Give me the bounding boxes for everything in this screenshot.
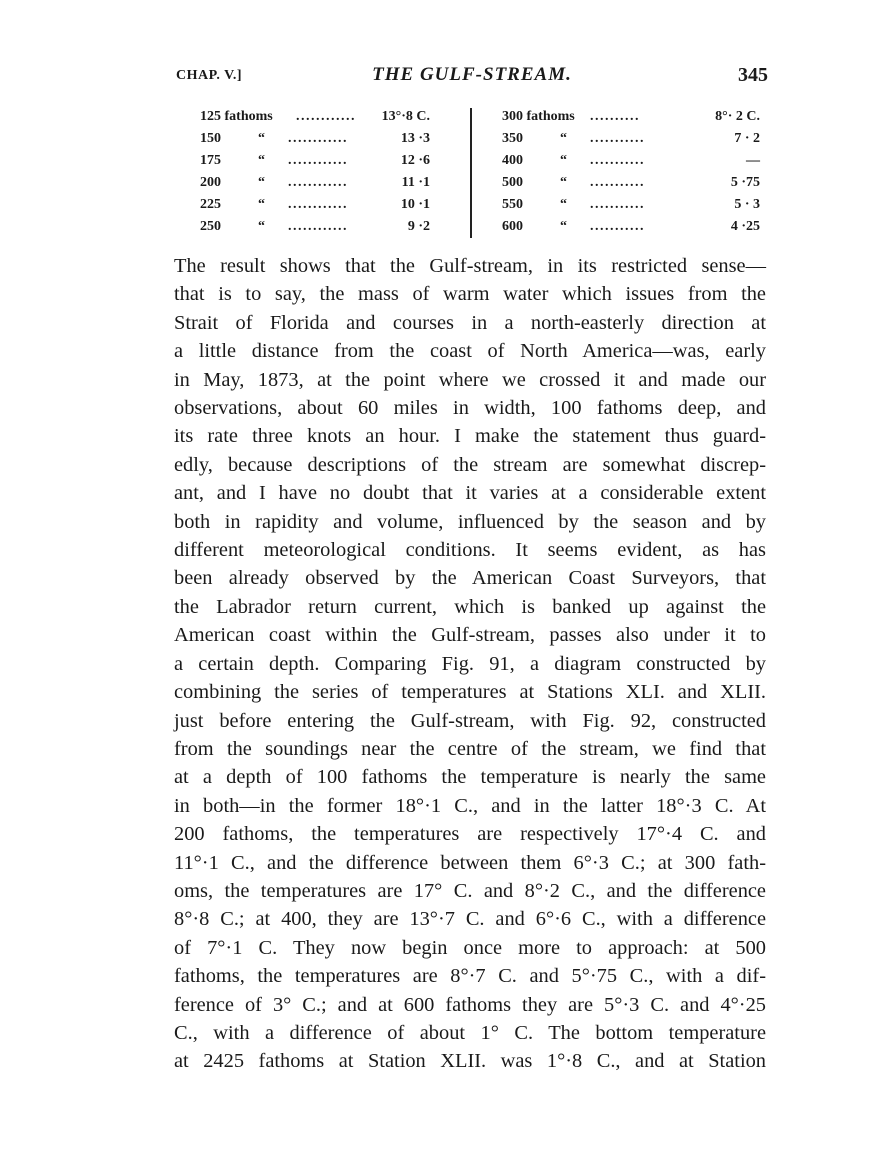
leader-dots: .......... — [590, 109, 640, 124]
leader-dots: ........... — [590, 219, 645, 234]
text-line: ference of 3° C.; and at 600 fathoms they are 5°·3 C. and 4°·25 — [174, 993, 766, 1016]
leader-dots: ............ — [288, 175, 348, 190]
depth-cell: 225 — [200, 197, 221, 212]
temperature-cell: 13 ·3 — [400, 131, 430, 146]
leader-dots: ............ — [288, 197, 348, 212]
text-line: from the soundings near the centre of the stream, we find that — [174, 737, 766, 760]
text-line: a certain depth. Comparing Fig. 91, a diagram constructed by — [174, 652, 766, 675]
column-divider — [470, 108, 472, 238]
leader-dots: ........... — [590, 153, 645, 168]
depth-cell: 250 — [200, 219, 221, 234]
depth-cell: 300 fathoms — [502, 109, 575, 124]
table-row — [200, 128, 430, 150]
ditto-mark: “ — [560, 197, 567, 212]
text-line: fathoms, the temperatures are 8°·7 C. and 5°·75 C., with a dif- — [174, 965, 766, 988]
temperature-cell: 13°·8 C. — [381, 109, 430, 124]
depth-cell: 175 — [200, 153, 221, 168]
text-line: a little distance from the coast of North America—was, early — [174, 340, 766, 363]
text-line: of 7°·1 C. They now begin once more to approach: at 500 — [174, 936, 766, 959]
body-paragraph — [174, 252, 766, 1076]
text-line: that is to say, the mass of warm water which issues from the — [174, 283, 766, 306]
text-line: edly, because descriptions of the stream are somewhat discrep- — [174, 453, 766, 476]
depth-cell: 500 — [502, 175, 523, 190]
table-row — [502, 106, 760, 128]
table-row — [502, 216, 760, 238]
text-line: Strait of Florida and courses in a north-easterly direction at — [174, 311, 766, 334]
table-row — [502, 150, 760, 172]
ditto-mark: “ — [560, 219, 567, 234]
temperature-cell: 5 ·75 — [730, 175, 760, 190]
depth-cell: 125 fathoms — [200, 109, 273, 124]
running-head — [176, 64, 768, 90]
page-title: THE GULF-STREAM. — [372, 64, 572, 85]
ditto-mark: “ — [258, 175, 265, 190]
leader-dots: ............ — [288, 219, 348, 234]
text-line: at a depth of 100 fathoms the temperature is nearly the same — [174, 766, 766, 789]
depth-cell: 350 — [502, 131, 523, 146]
depth-cell: 550 — [502, 197, 523, 212]
temperature-cell: 8°· 2 C. — [715, 109, 760, 124]
text-line: oms, the temperatures are 17° C. and 8°·2 C., and the difference — [174, 879, 766, 902]
temperature-cell: — — [746, 153, 760, 168]
text-line: both in rapidity and volume, influenced by the season and by — [174, 510, 766, 533]
table-row — [200, 106, 430, 128]
table-right-column — [502, 106, 760, 238]
text-line: just before entering the Gulf-stream, with Fig. 92, constructed — [174, 709, 766, 732]
text-line: its rate three knots an hour. I make the statement thus guard- — [174, 425, 766, 448]
table-row — [502, 194, 760, 216]
ditto-mark: “ — [258, 219, 265, 234]
chapter-label: CHAP. V.] — [176, 68, 243, 83]
ditto-mark: “ — [560, 153, 567, 168]
temperature-cell: 5 · 3 — [734, 197, 760, 212]
leader-dots: ........... — [590, 175, 645, 190]
ditto-mark: “ — [258, 153, 265, 168]
text-line: 11°·1 C., and the difference between them 6°·3 C.; at 300 fath- — [174, 851, 766, 874]
temperature-cell: 9 ·2 — [407, 219, 430, 234]
leader-dots: ........... — [590, 131, 645, 146]
table-row — [200, 172, 430, 194]
text-line: the Labrador return current, which is banked up against the — [174, 595, 766, 618]
table-row — [502, 172, 760, 194]
depth-cell: 400 — [502, 153, 523, 168]
text-line: at 2425 fathoms at Station XLII. was 1°·8 C., and at Station — [174, 1050, 766, 1073]
text-line: The result shows that the Gulf-stream, in its restricted sense— — [174, 255, 766, 277]
text-line: 8°·8 C.; at 400, they are 13°·7 C. and 6°·6 C., with a difference — [174, 908, 766, 931]
ditto-mark: “ — [258, 197, 265, 212]
temperature-cell: 12 ·6 — [400, 153, 430, 168]
leader-dots: ........... — [590, 197, 645, 212]
leader-dots: ............ — [288, 153, 348, 168]
leader-dots: ............ — [296, 109, 356, 124]
page-number: 345 — [738, 64, 768, 86]
temperature-cell: 4 ·25 — [730, 219, 760, 234]
ditto-mark: “ — [560, 131, 567, 146]
temperature-cell: 10 ·1 — [400, 197, 430, 212]
leader-dots: ............ — [288, 131, 348, 146]
text-line: in May, 1873, at the point where we crossed it and made our — [174, 368, 766, 391]
temperature-cell: 11 ·1 — [401, 175, 430, 190]
ditto-mark: “ — [258, 131, 265, 146]
temperature-cell: 7 · 2 — [734, 131, 760, 146]
table-row — [200, 194, 430, 216]
text-line: different meteorological conditions. It seems evident, as has — [174, 539, 766, 562]
table-row — [502, 128, 760, 150]
ditto-mark: “ — [560, 175, 567, 190]
text-line: American coast within the Gulf-stream, passes also under it to — [174, 624, 766, 647]
table-row — [200, 216, 430, 238]
text-line: in both—in the former 18°·1 C., and in the latter 18°·3 C. At — [174, 794, 766, 817]
table-row — [200, 150, 430, 172]
text-line: 200 fathoms, the temperatures are respectively 17°·4 C. and — [174, 823, 766, 846]
text-line: C., with a difference of about 1° C. The bottom temperature — [174, 1021, 766, 1044]
depth-cell: 150 — [200, 131, 221, 146]
text-line: ant, and I have no doubt that it varies at a considerable extent — [174, 482, 766, 505]
text-line: been already observed by the American Coast Surveyors, that — [174, 567, 766, 590]
text-line: combining the series of temperatures at Stations XLI. and XLII. — [174, 681, 766, 704]
table-left-column — [200, 106, 430, 238]
depth-cell: 600 — [502, 219, 523, 234]
text-line: observations, about 60 miles in width, 100 fathoms deep, and — [174, 397, 766, 420]
depth-cell: 200 — [200, 175, 221, 190]
